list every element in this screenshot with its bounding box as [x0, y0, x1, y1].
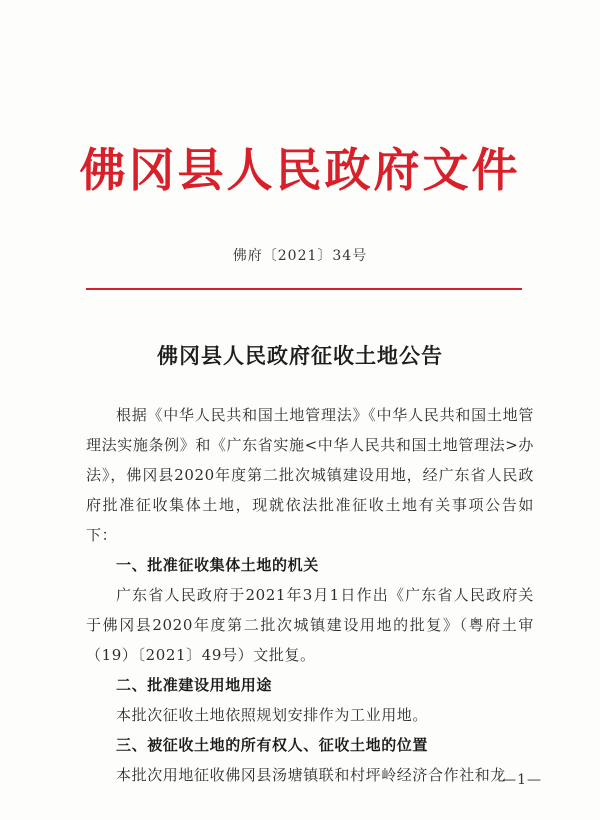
- section-paragraph-3: 本批次用地征收佛冈县汤塘镇联和村坪岭经济合作社和龙: [116, 766, 507, 784]
- section-paragraph-1: 广东省人民政府于2021年3月1日作出《广东省人民政府关于佛冈县2020年度第二批次城镇建设用地的批复》（粤府土审（19）〔2021〕49号）文批复。: [86, 586, 534, 664]
- intro-paragraph: 根据《中华人民共和国土地管理法》《中华人民共和国土地管理法实施条例》和《广东省实施<中华人民共和国土地管理法>办法》，佛冈县2020年度第二批次城镇建设用地，经广东省人民政府批准征收集体土地，现就依法批准征收土地有关事项公告如下：: [86, 406, 534, 544]
- section-paragraph-2: 本批次征收土地依照规划安排作为工业用地。: [116, 706, 429, 724]
- section-heading-2: 二、批准建设用地用途: [116, 676, 273, 694]
- announcement-title: 佛冈县人民政府征收土地公告: [157, 343, 443, 368]
- announcement-body: [86, 400, 534, 790]
- red-divider-line: [86, 288, 522, 290]
- section-heading-1: 一、批准征收集体土地的机关: [116, 556, 319, 574]
- document-header-title: 佛冈县人民政府文件: [79, 143, 521, 197]
- document-number: 佛府〔2021〕34号: [232, 248, 368, 264]
- page-number: —1—: [502, 772, 542, 788]
- section-heading-3: 三、被征收土地的所有权人、征收土地的位置: [116, 736, 429, 754]
